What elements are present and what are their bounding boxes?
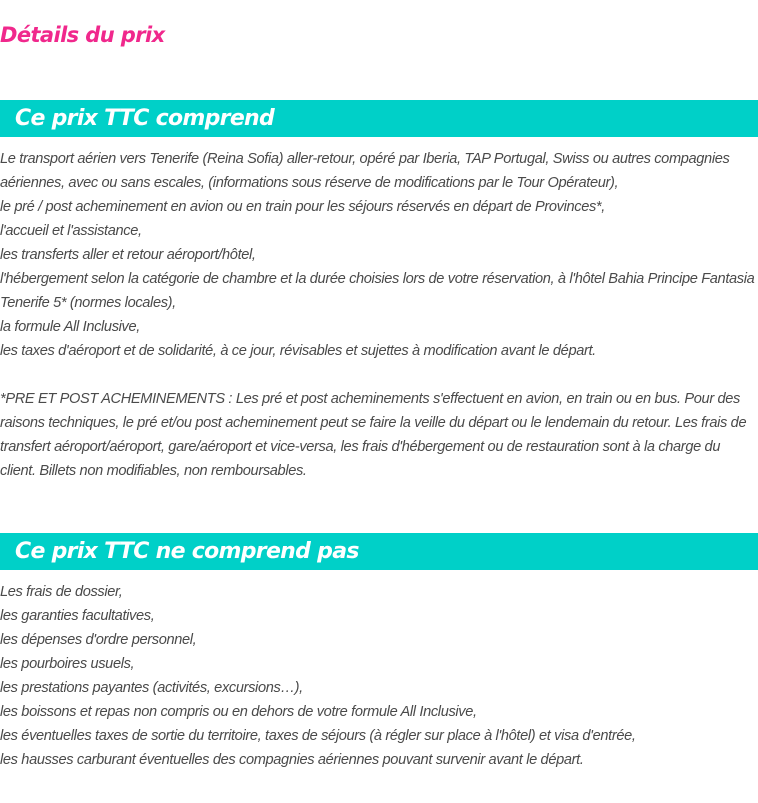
included-item: les transferts aller et retour aéroport/hôtel,	[0, 247, 256, 263]
included-item: l'accueil et l'assistance,	[0, 223, 142, 239]
included-item: les taxes d'aéroport et de solidarité, à ce jour, révisables et sujettes à modification avant le départ.	[0, 343, 596, 359]
excluded-item: les prestations payantes (activités, excursions…),	[0, 680, 303, 696]
transfer-note: *PRE ET POST ACHEMINEMENTS : Les pré et post acheminements s'effectuent en avion, en train ou en bus. Pour des raisons techniques, le pré et/ou post acheminement peut se faire la veille du départ ou le lendemain du retour. Les frais de transfert aéroport/aéroport, gare/aéroport et vice-versa, les frais d'hébergement ou de restauration sont à la charge du client. Billets non modifiables, non remboursables.	[0, 391, 747, 479]
excluded-item: les hausses carburant éventuelles des compagnies aériennes pouvant survenir avant le départ.	[0, 752, 584, 768]
included-item: la formule All Inclusive,	[0, 319, 140, 335]
page-title: Détails du prix	[0, 23, 165, 47]
included-heading: Ce prix TTC comprend	[15, 106, 275, 131]
included-item: Le transport aérien vers Tenerife (Reina Sofia) aller-retour, opéré par Iberia, TAP Portugal, Swiss ou autres compagnies aériennes, avec ou sans escales, (informations sous réserve de modifications par le Tour Opérateur),	[0, 151, 730, 191]
excluded-heading: Ce prix TTC ne comprend pas	[15, 539, 359, 564]
excluded-item: les garanties facultatives,	[0, 608, 155, 624]
excluded-item: les pourboires usuels,	[0, 656, 135, 672]
excluded-item: les éventuelles taxes de sortie du territoire, taxes de séjours (à régler sur place à l'hôtel) et visa d'entrée,	[0, 728, 636, 744]
excluded-item: les boissons et repas non compris ou en dehors de votre formule All Inclusive,	[0, 704, 477, 720]
excluded-item: Les frais de dossier,	[0, 584, 123, 600]
excluded-list	[0, 580, 758, 772]
excluded-item: les dépenses d'ordre personnel,	[0, 632, 197, 648]
included-item: l'hébergement selon la catégorie de chambre et la durée choisies lors de votre réservation, à l'hôtel Bahia Principe Fantasia Tenerife 5* (normes locales),	[0, 271, 755, 311]
included-item: le pré / post acheminement en avion ou en train pour les séjours réservés en départ de Provinces*,	[0, 199, 605, 215]
excluded-section-banner	[0, 533, 758, 570]
included-list	[0, 147, 758, 483]
included-section-banner	[0, 100, 758, 137]
